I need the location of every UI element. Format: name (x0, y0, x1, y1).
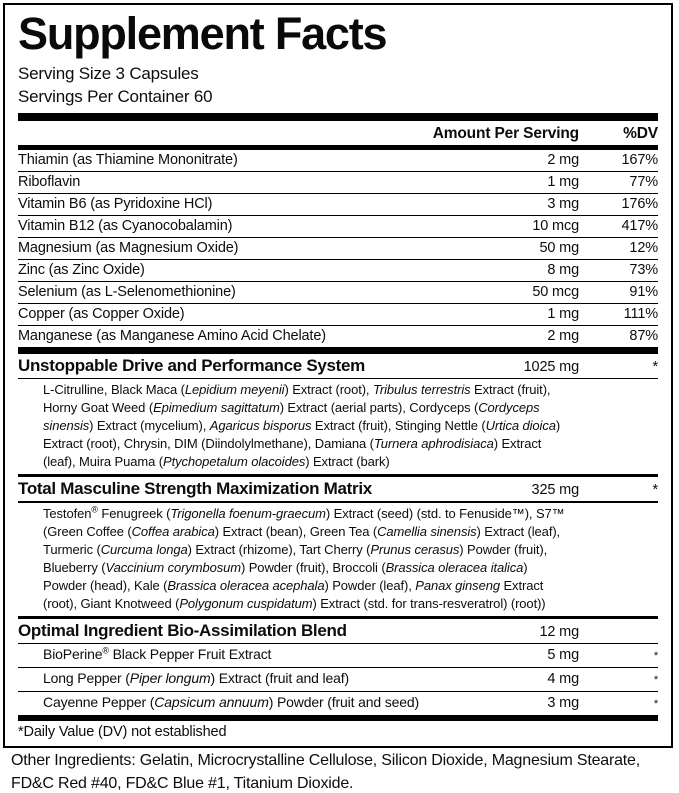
sub-ingredient-row-bioperine (18, 644, 658, 667)
supplement-facts-panel (3, 3, 673, 748)
nutrient-dv: 176% (621, 195, 658, 212)
nutrient-row-thiamin (18, 150, 658, 171)
nutrient-row-magnesium (18, 237, 658, 259)
sub-ingredient-name: Long Pepper (Piper longum) Extract (fruit and leaf) (43, 670, 349, 687)
sub-ingredient-amount: 3 mg (547, 695, 579, 712)
other-ingredients-text: Other Ingredients: Gelatin, Microcrystalline Cellulose, Silicon Dioxide, Magnesium Stearate, FD&C Red #40, FD&C Blue #1, Titanium Dioxide. (11, 752, 640, 792)
sub-ingredient-dv-asterisk: * (653, 674, 658, 687)
blend-ingredients-drive-performance: L-Citrulline, Black Maca (Lepidium meyenii) Extract (root), Tribulus terrestris Extract (fruit), Horny Goat Weed (Epimedium sagittatum) Extract (aerial parts), Cordyceps (Cordyceps sinensis) Extract (mycelium), Agaricus bisporus Extract (fruit), Stinging Nettle (Urtica dioica) Extract (root), Chrysin, DIM (Diindolylmethane), Damiana (Turnera aphrodisiaca) Extract (leaf), Muira Puama (Ptychopetalum olacoides) Extract (bark) (43, 382, 561, 470)
nutrient-amount: 50 mg (539, 239, 579, 256)
nutrient-amount: 8 mg (547, 261, 579, 278)
nutrient-name: Vitamin B6 (as Pyridoxine HCl) (18, 195, 213, 212)
blend-heading-bio-assimilation (18, 619, 658, 643)
nutrient-name: Selenium (as L-Selenomethionine) (18, 283, 236, 300)
blend-heading-drive-performance (18, 354, 658, 378)
divider-thin (18, 501, 658, 503)
sub-ingredient-name: BioPerine® Black Pepper Fruit Extract (43, 645, 272, 663)
divider-thin (18, 378, 658, 380)
sub-ingredient-amount: 5 mg (547, 647, 579, 664)
nutrient-name: Riboflavin (18, 173, 81, 190)
blend-name: Optimal Ingredient Bio-Assimilation Blend (18, 620, 347, 640)
nutrient-row-riboflavin (18, 171, 658, 193)
nutrient-row-vitamin-b12 (18, 215, 658, 237)
nutrient-amount: 1 mg (547, 305, 579, 322)
blend-amount: 325 mg (531, 482, 579, 499)
nutrient-row-vitamin-b6 (18, 193, 658, 215)
blend-amount: 1025 mg (523, 358, 579, 375)
nutrient-dv: 111% (623, 305, 658, 322)
sub-ingredient-dv-asterisk: * (653, 698, 658, 711)
nutrient-name: Copper (as Copper Oxide) (18, 305, 185, 322)
nutrient-name: Zinc (as Zinc Oxide) (18, 261, 145, 278)
sub-ingredient-amount: 4 mg (547, 671, 579, 688)
blend-amount: 12 mg (539, 623, 579, 640)
blend-name: Unstoppable Drive and Performance System (18, 355, 366, 375)
blend-name: Total Masculine Strength Maximization Matrix (18, 479, 372, 499)
nutrient-name: Magnesium (as Magnesium Oxide) (18, 239, 239, 256)
nutrient-dv: 73% (629, 261, 658, 278)
nutrient-dv: 12% (629, 239, 658, 256)
nutrient-name: Manganese (as Manganese Amino Acid Chelate) (18, 327, 326, 344)
divider-thick-top (18, 113, 658, 121)
nutrient-row-selenium (18, 281, 658, 303)
servings-per-container-line: Servings Per Container 60 (18, 86, 213, 106)
blend-ingredients-masculine-strength: Testofen® Fenugreek (Trigonella foenum-graecum) Extract (seed) (std. to Fenuside™), S7™ (Green Coffee (Coffea arabica) Extract (bean), Green Tea (Camellia sinensis) Extract (leaf), Turmeric (Curcuma longa) Extract (rhizome), Tart Cherry (Prunus cerasus) Powder (fruit), Blueberry (Vaccinium corymbosum) Powder (fruit), Broccoli (Brassica oleracea italica) Powder (head), Kale (Brassica oleracea acephala) Powder (leaf), Panax ginseng Extract (root), Giant Knotweed (Polygonum cuspidatum) Extract (std. for trans-resveratrol) (root)) (43, 504, 565, 611)
nutrient-amount: 50 mcg (532, 283, 579, 300)
sub-ingredient-name: Cayenne Pepper (Capsicum annuum) Powder (fruit and seed) (43, 694, 420, 711)
nutrient-dv: 167% (621, 151, 658, 168)
panel-title: Supplement Facts (18, 8, 387, 59)
nutrient-row-zinc (18, 259, 658, 281)
nutrient-row-copper (18, 303, 658, 325)
nutrient-dv: 417% (621, 217, 658, 234)
blend-dv-asterisk: * (652, 482, 658, 499)
sub-ingredient-row-cayenne-pepper (18, 691, 658, 715)
nutrient-name: Thiamin (as Thiamine Mononitrate) (18, 151, 238, 168)
nutrient-dv: 91% (629, 283, 658, 300)
nutrient-amount: 3 mg (547, 195, 579, 212)
divider-thick-blend1 (18, 347, 658, 354)
nutrient-amount: 10 mcg (532, 217, 579, 234)
sub-ingredient-dv-asterisk: * (653, 650, 658, 663)
sub-ingredient-row-long-pepper (18, 667, 658, 691)
column-header-row (18, 121, 658, 145)
nutrient-name: Vitamin B12 (as Cyanocobalamin) (18, 217, 233, 234)
nutrient-amount: 2 mg (547, 151, 579, 168)
column-header-dv: %DV (623, 124, 658, 142)
blend-dv-asterisk: * (652, 358, 658, 375)
serving-size-line: Serving Size 3 Capsules (18, 63, 199, 83)
blend-heading-masculine-strength (18, 477, 658, 501)
nutrient-amount: 2 mg (547, 327, 579, 344)
nutrient-amount: 1 mg (547, 173, 579, 190)
daily-value-footnote: *Daily Value (DV) not established (18, 724, 227, 741)
nutrient-dv: 77% (629, 173, 658, 190)
nutrient-row-manganese (18, 325, 658, 347)
nutrient-dv: 87% (629, 327, 658, 344)
column-header-amount: Amount Per Serving (432, 124, 579, 142)
